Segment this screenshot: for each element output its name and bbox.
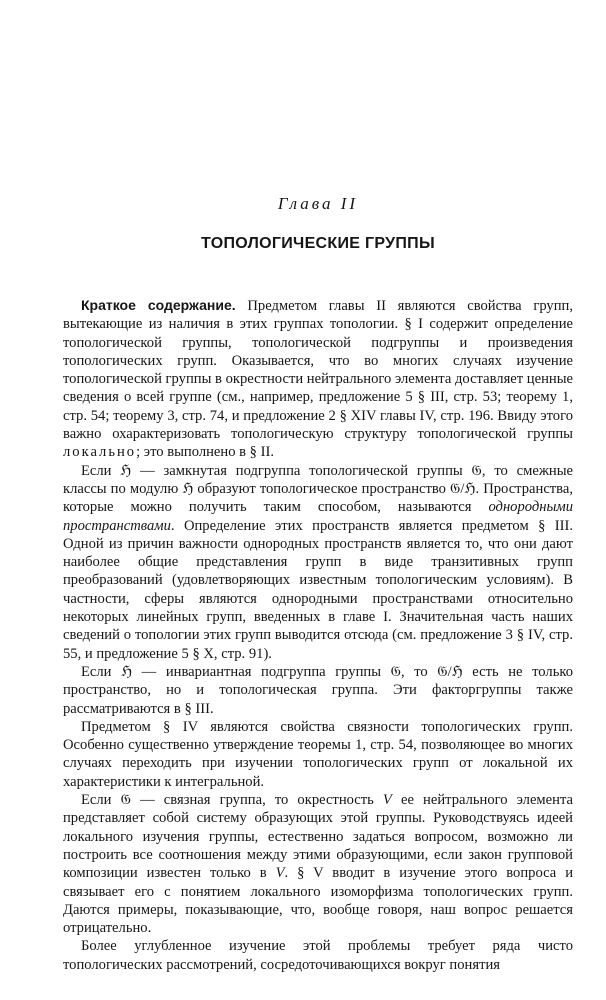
chapter-label: Глава II xyxy=(277,194,359,213)
paragraph-text: Более углубленное изучение этой проблемы требует ряда чисто топологических рассмотрений, сосредоточивающихся вокруг понятия xyxy=(63,938,573,973)
paragraph-text: Если ℌ — инвариантная подгруппа группы 𝔊, то 𝔊/ℌ есть не только пространство, но и топологическая группа. Эти факторгруппы также рассматриваются в § III. xyxy=(63,663,573,717)
italic-term: однородными пространствами xyxy=(63,499,573,534)
math-symbol: V xyxy=(275,865,285,882)
paragraph-text: . Определение этих пространств является предметом § III. Одной из причин важности однородных пространств является то, что они дают наиболее общие представления групп в виде транзитивных групп преобразований (удовлетворяющих известным топологическим условиям). В частности, сферы являются однородными пространствами относительно некоторых линейных групп, введенных в главе I. Значительная часть наших сведений о топологии этих групп выводится отсюда (см. предложение 3 § IV, стр. 55, и предложение 5 § X, стр. 91). xyxy=(63,517,573,662)
summary-paragraph xyxy=(63,791,573,937)
summary-paragraph xyxy=(63,937,573,974)
paragraph-text: ее нейтрального элемента представляет собой систему образующих этой группы. Руководствуясь идеей локального изучения группы, естественно задаться вопросом, возможно ли построить все соотношения между этими образующими, если закон групповой композиции известен только в xyxy=(63,792,573,882)
book-page xyxy=(63,0,573,1000)
paragraph-text: ; это выполнено в § II. xyxy=(136,444,274,461)
summary-paragraph xyxy=(63,663,573,718)
chapter-summary xyxy=(63,296,573,974)
chapter-title: ТОПОЛОГИЧЕСКИЕ ГРУППЫ xyxy=(201,235,435,252)
paragraph-text: . § V вводит в изучение этого вопроса и связывает его с понятием локального изоморфизма топологических групп. Даются примеры, показывающие, что, вообще говоря, наш вопрос решается отрицательно. xyxy=(63,865,574,937)
paragraph-text: Если 𝔊 — связная группа, то окрестность xyxy=(81,792,383,809)
summary-lead: Краткое содержание. xyxy=(81,297,236,313)
paragraph-text: Если ℌ — замкнутая подгруппа топологической группы 𝔊, то смежные классы по модулю ℌ образуют топологическое пространство 𝔊/ℌ. Пространства, которые можно получить таким способом, называются xyxy=(63,462,573,516)
paragraph-text: Предметом главы II являются свойства групп, вытекающие из наличия в этих группах топологии. § I содержит определение топологической группы, топологической подгруппы и произведения топологических групп. Оказывается, что во многих случаях изучение топологической группы в окрестности нейтрального элемента доставляет ценные сведения о всей группе (см., например, предложение 5 § III, стр. 53; теорему 1, стр. 54; теорему 3, стр. 74, и предложение 2 § XIV главы IV, стр. 196. Ввиду этого важно охарактеризовать топологическую структуру топологической группы xyxy=(63,298,573,443)
paragraph-text: Предметом § IV являются свойства связности топологических групп. Особенно существенно утверждение теоремы 1, стр. 54, позволяющее во многих случаях переходить при изучении топологических групп от локальной их характеристики к интегральной. xyxy=(63,718,573,790)
summary-paragraph xyxy=(63,296,573,462)
summary-paragraph xyxy=(63,462,573,663)
summary-paragraph xyxy=(63,718,573,791)
math-symbol: V xyxy=(382,792,392,809)
emphasized-word: локально xyxy=(63,444,137,461)
